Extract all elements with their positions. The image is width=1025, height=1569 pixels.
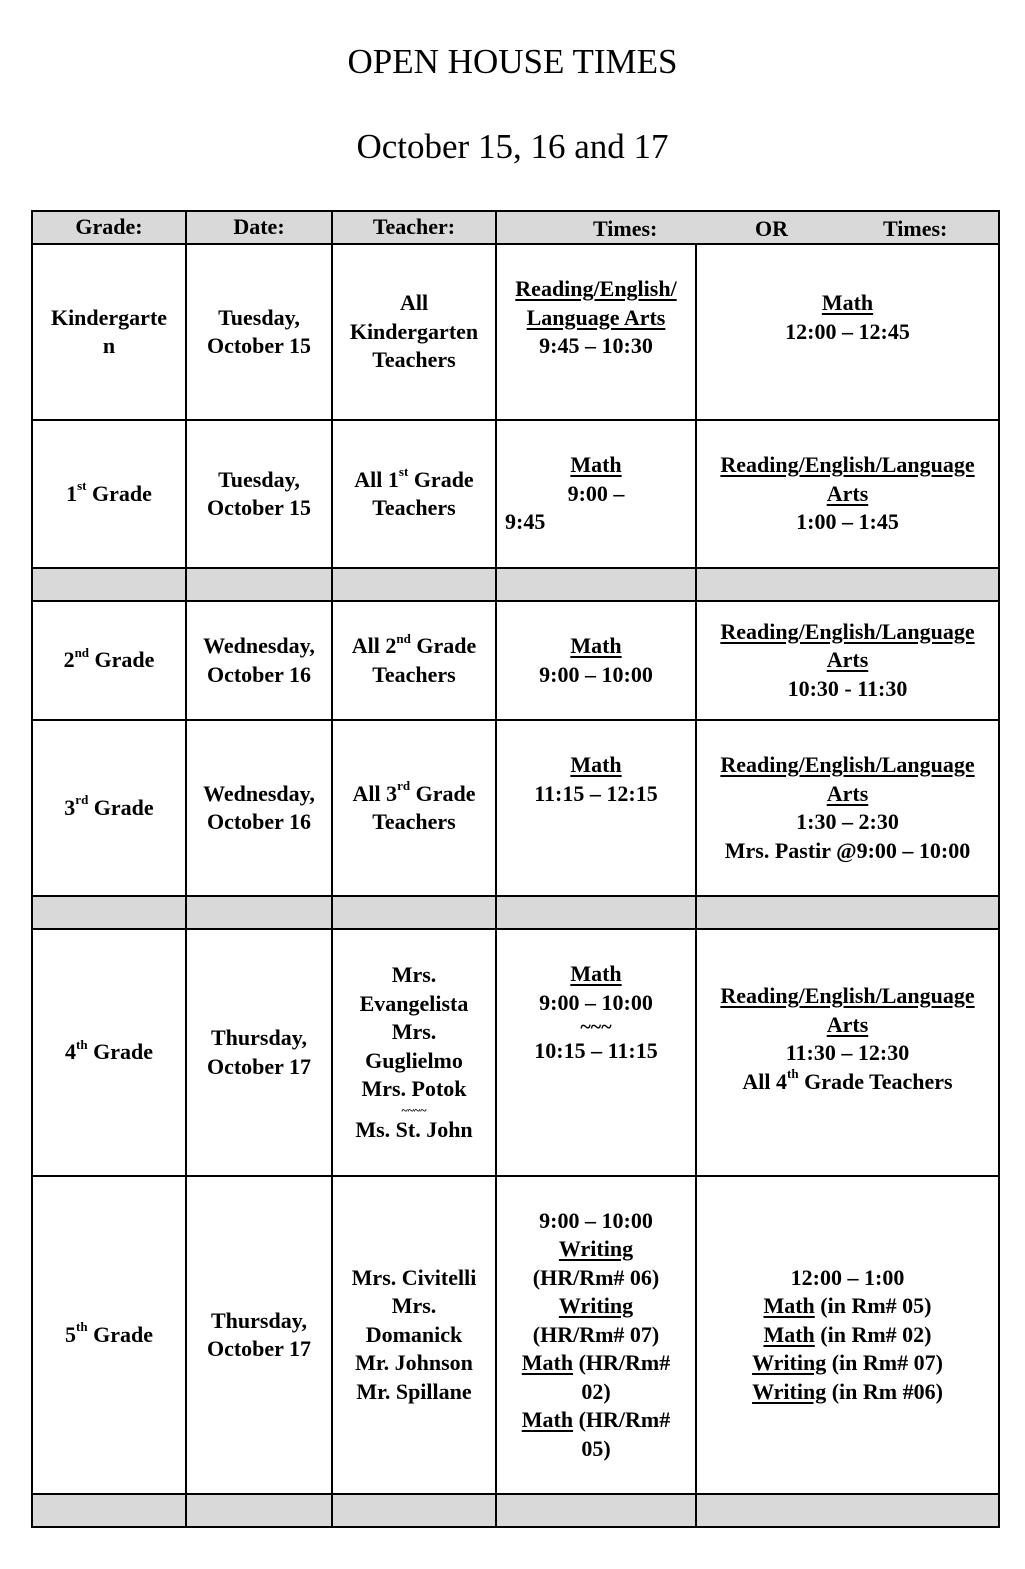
date-cell: Wednesday, October 16 [186, 601, 332, 720]
spacer-row [32, 1494, 999, 1527]
teacher-cell: All 3rd Grade Teachers [332, 720, 496, 896]
teacher-cell: Mrs. Evangelista Mrs. Guglielmo Mrs. Potok ~~~~ Ms. St. John [332, 929, 496, 1176]
header-times-2: Times: [883, 216, 948, 241]
header-grade: Grade: [32, 211, 186, 244]
times-cell: Reading/English/ Language Arts 9:45 – 10:30 [496, 244, 696, 420]
date-cell: Thursday, October 17 [186, 929, 332, 1176]
grade-cell: Kindergarte n [32, 244, 186, 420]
grade-cell: 2nd Grade [32, 601, 186, 720]
alt-times-cell: Reading/English/Language Arts 11:30 – 12:30 All 4th Grade Teachers [696, 929, 999, 1176]
header-or: OR [755, 216, 788, 241]
times-cell: Math 9:00 – 10:00 [496, 601, 696, 720]
date-cell: Wednesday, October 16 [186, 720, 332, 896]
table-row [32, 929, 999, 1176]
date-cell: Thursday, October 17 [186, 1176, 332, 1494]
page-subtitle: October 15, 16 and 17 [356, 127, 669, 166]
header-date: Date: [186, 211, 332, 244]
times-cell: Math 9:00 – 9:45 [496, 420, 696, 568]
grade-cell: 5th Grade [32, 1176, 186, 1494]
date-cell: Tuesday, October 15 [186, 420, 332, 568]
teacher-cell: All 2nd Grade Teachers [332, 601, 496, 720]
header-teacher: Teacher: [332, 211, 496, 244]
alt-times-cell: 12:00 – 1:00 Math (in Rm# 05) Math (in Rm# 02) Writing (in Rm# 07) Writing (in Rm #06) [696, 1176, 999, 1494]
alt-times-cell: Reading/English/Language Arts 10:30 - 11:30 [696, 601, 999, 720]
table-row [32, 420, 999, 568]
alt-times-cell: Math 12:00 – 12:45 [696, 244, 999, 420]
grade-cell: 4th Grade [32, 929, 186, 1176]
spacer-row [32, 896, 999, 929]
alt-times-cell: Reading/English/Language Arts 1:00 – 1:45 [696, 420, 999, 568]
spacer-row [32, 568, 999, 601]
teacher-cell: All Kindergarten Teachers [332, 244, 496, 420]
page-title: OPEN HOUSE TIMES [347, 42, 678, 81]
times-cell: 9:00 – 10:00 Writing (HR/Rm# 06) Writing (HR/Rm# 07) Math (HR/Rm# 02) Math (HR/Rm# 05) [496, 1176, 696, 1494]
alt-times-cell: Reading/English/Language Arts 1:30 – 2:30 Mrs. Pastir @9:00 – 10:00 [696, 720, 999, 896]
table-row [32, 244, 999, 420]
date-cell: Tuesday, October 15 [186, 244, 332, 420]
table-row [32, 1176, 999, 1494]
teacher-cell: Mrs. Civitelli Mrs. Domanick Mr. Johnson Mr. Spillane [332, 1176, 496, 1494]
teacher-cell: All 1st Grade Teachers [332, 420, 496, 568]
grade-cell: 1st Grade [32, 420, 186, 568]
grade-cell: 3rd Grade [32, 720, 186, 896]
times-cell: Math 11:15 – 12:15 [496, 720, 696, 896]
table-row [32, 720, 999, 896]
header-times: Times: [593, 216, 658, 241]
schedule-table [31, 210, 1000, 1528]
times-cell: Math 9:00 – 10:00 ~~~ 10:15 – 11:15 [496, 929, 696, 1176]
header-times-group [496, 211, 999, 244]
table-row [32, 601, 999, 720]
header-row [32, 211, 999, 244]
